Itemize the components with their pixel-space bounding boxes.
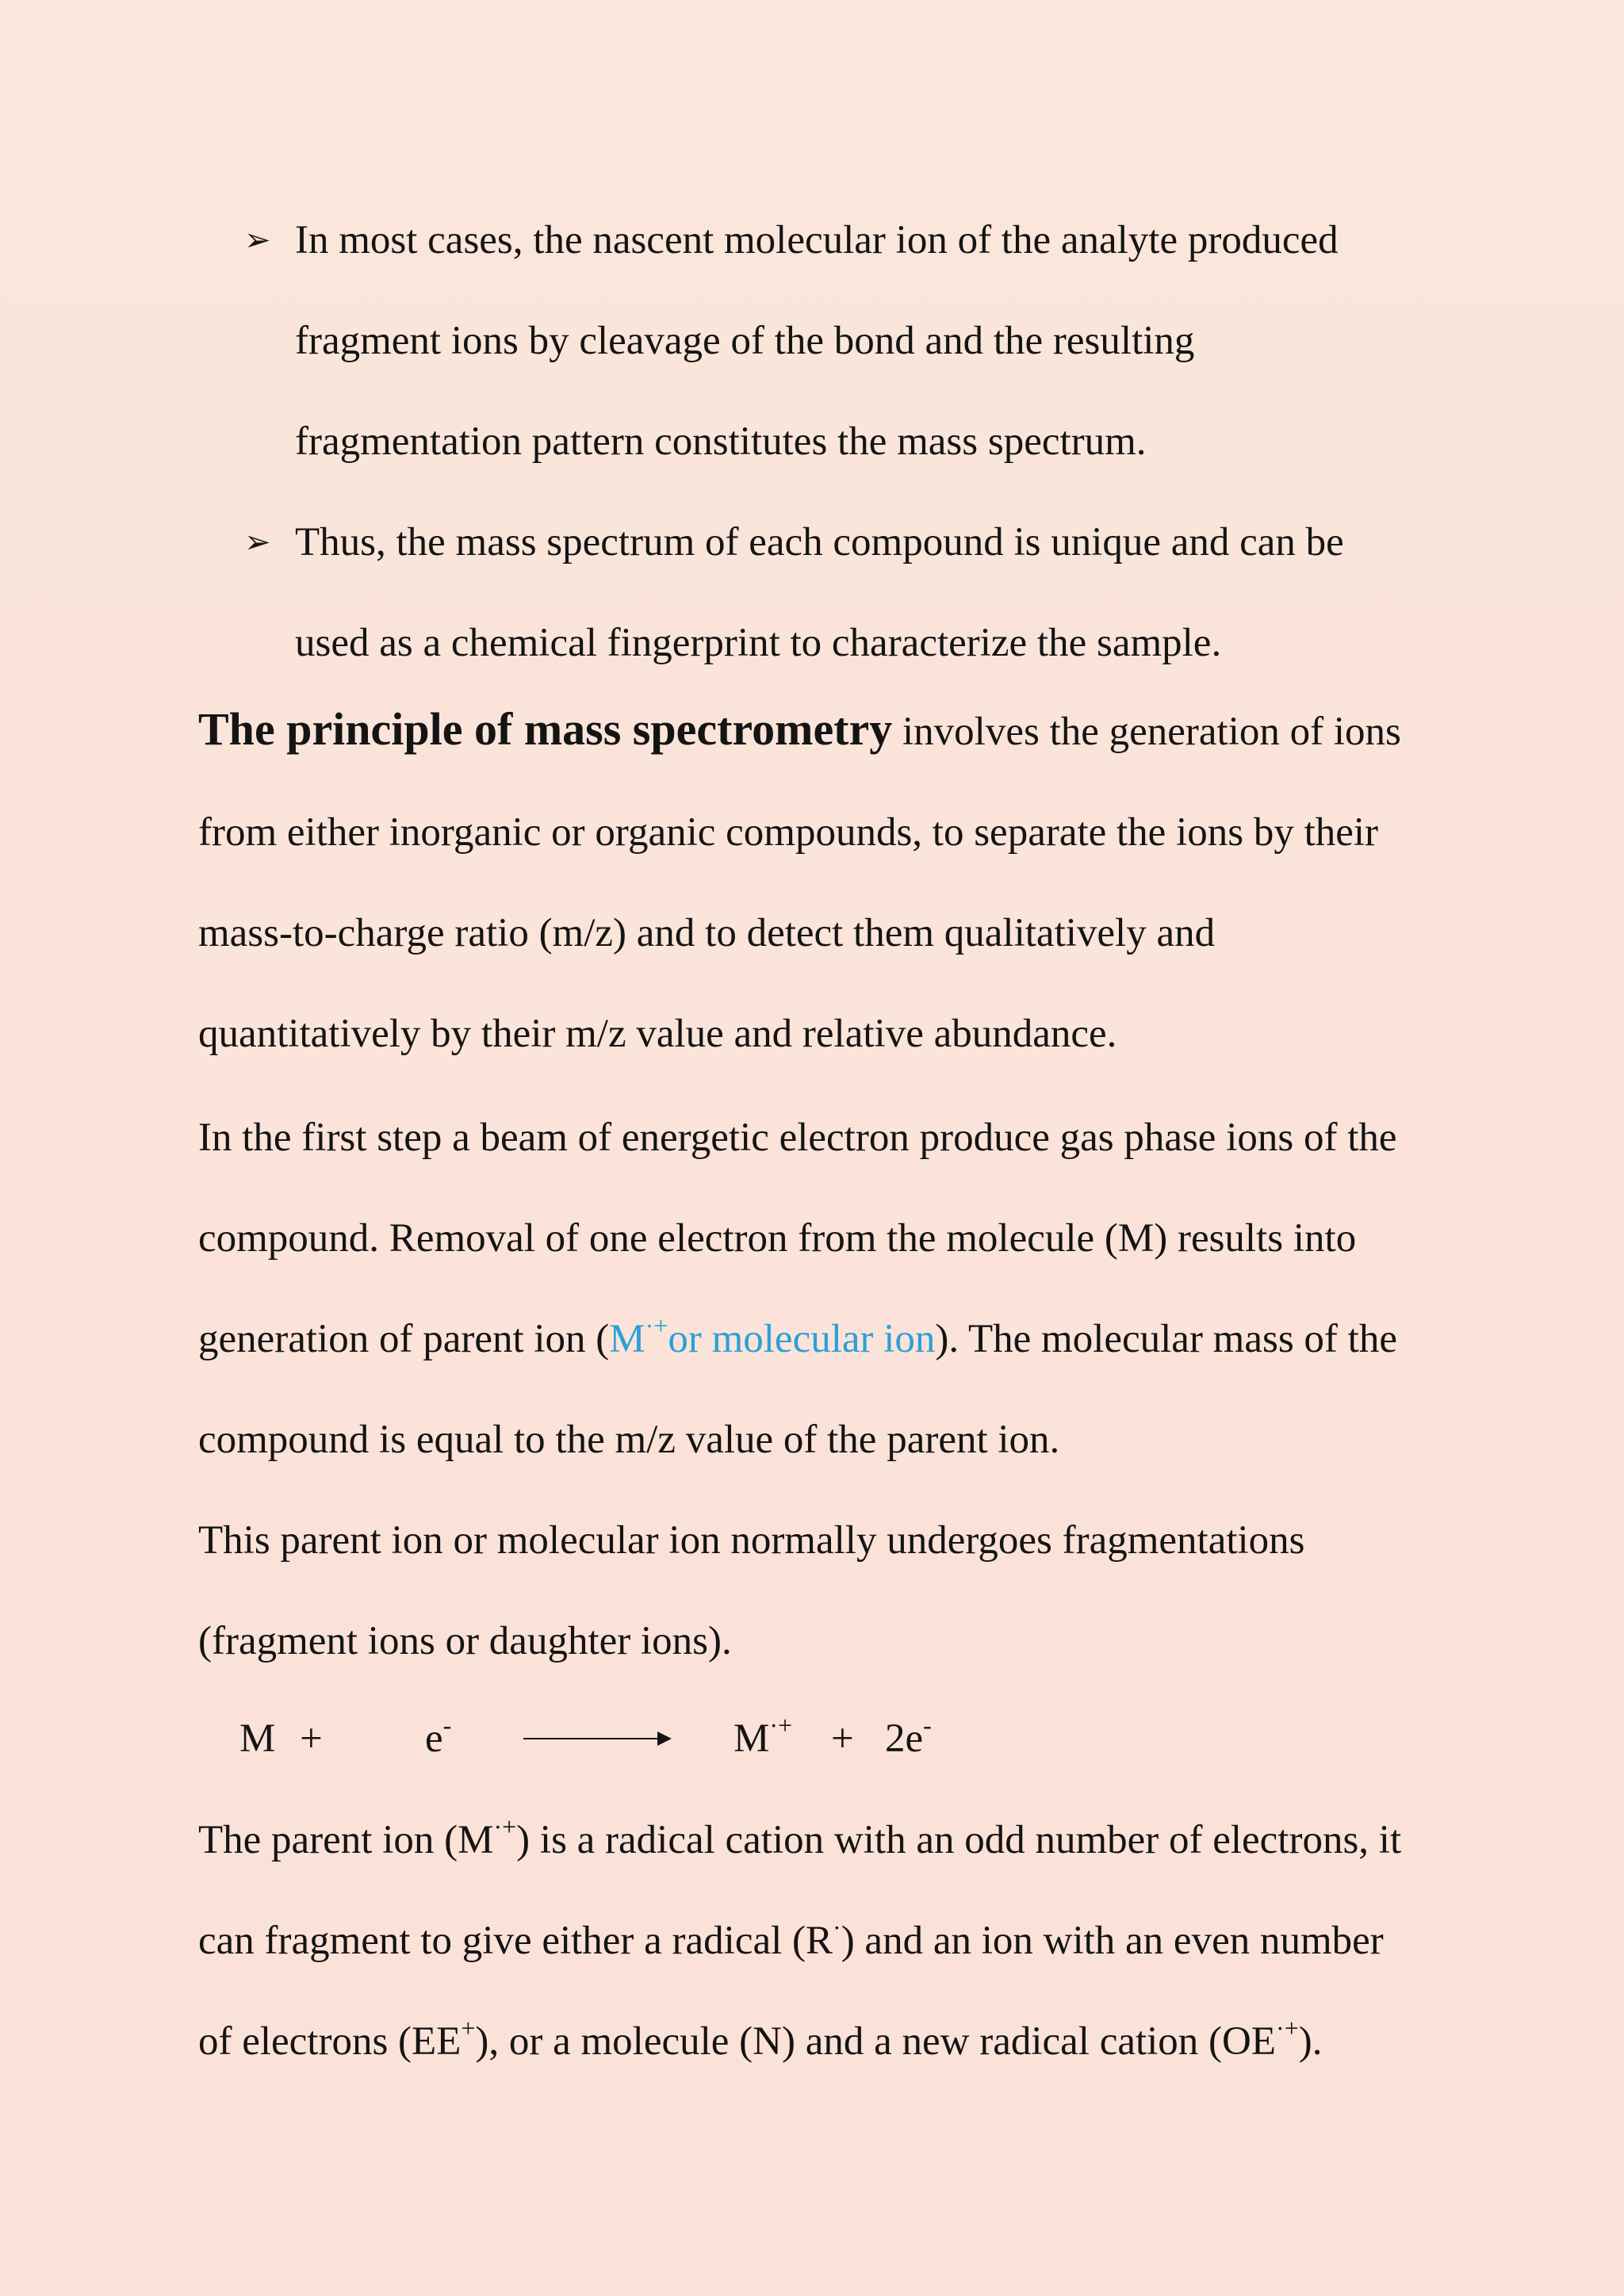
principle-line: mass-to-charge ratio (m/z) and to detect them qualitatively and	[198, 911, 1216, 955]
equation-reactant-electron: e-	[425, 1711, 452, 1761]
bullet-list	[244, 190, 1513, 694]
parent-ion-paragraph	[198, 1790, 1515, 2092]
principle-line: from either inorganic or organic compounds, to separate the ions by their	[198, 810, 1379, 855]
bullet-item	[244, 190, 1513, 492]
equation-plus: +	[300, 1716, 323, 1761]
parent-ion-line: of electrons (EE+), or a molecule (N) and a new radical cation (OE·+).	[198, 2014, 1323, 2064]
principle-line	[198, 679, 1515, 783]
first-step-paragraph	[198, 1088, 1515, 1490]
arrow-bullet-icon: ➢	[244, 524, 271, 561]
first-step-line: compound. Removal of one electron from the molecule (M) results into	[198, 1216, 1357, 1261]
bullet-item	[244, 492, 1513, 694]
fragmentation-paragraph	[198, 1490, 1515, 1692]
parent-ion-line: can fragment to give either a radical (R·) and an ion with an even number	[198, 1913, 1384, 1963]
equation-product-ion: M·+	[733, 1711, 793, 1761]
principle-paragraph	[198, 679, 1515, 1085]
parent-ion-line: The parent ion (M·+) is a radical cation with an odd number of electrons, it	[198, 1812, 1402, 1862]
bullet-line: In most cases, the nascent molecular ion of the analyte produced	[295, 218, 1339, 262]
fragmentation-line: (fragment ions or daughter ions).	[198, 1619, 732, 1663]
molecular-ion-highlight: M·+or molecular ion	[609, 1311, 936, 1361]
principle-text: involves the generation of ions	[892, 710, 1401, 754]
principle-line: quantitatively by their m/z value and relative abundance.	[198, 1012, 1117, 1056]
equation-reactant-m: M	[239, 1716, 276, 1761]
bullet-line: used as a chemical fingerprint to characterize the sample.	[295, 621, 1222, 665]
bullet-line: fragment ions by cleavage of the bond and the resulting	[295, 319, 1195, 363]
bullet-line: fragmentation pattern constitutes the mass spectrum.	[295, 419, 1147, 464]
equation-plus: +	[831, 1716, 854, 1761]
first-step-line: generation of parent ion (M·+or molecular ion). The molecular mass of the	[198, 1311, 1397, 1361]
reaction-arrow-icon	[523, 1738, 670, 1739]
ionization-equation	[198, 1689, 1150, 1789]
first-step-line: In the first step a beam of energetic electron produce gas phase ions of the	[198, 1115, 1397, 1160]
fragmentation-line: This parent ion or molecular ion normally undergoes fragmentations	[198, 1518, 1305, 1563]
first-step-line: compound is equal to the m/z value of the parent ion.	[198, 1418, 1060, 1462]
equation-product-electrons: 2e-	[885, 1711, 932, 1761]
bullet-line: Thus, the mass spectrum of each compound is unique and can be	[295, 520, 1344, 564]
arrow-bullet-icon: ➢	[244, 222, 271, 258]
principle-heading: The principle of mass spectrometry	[198, 703, 893, 755]
